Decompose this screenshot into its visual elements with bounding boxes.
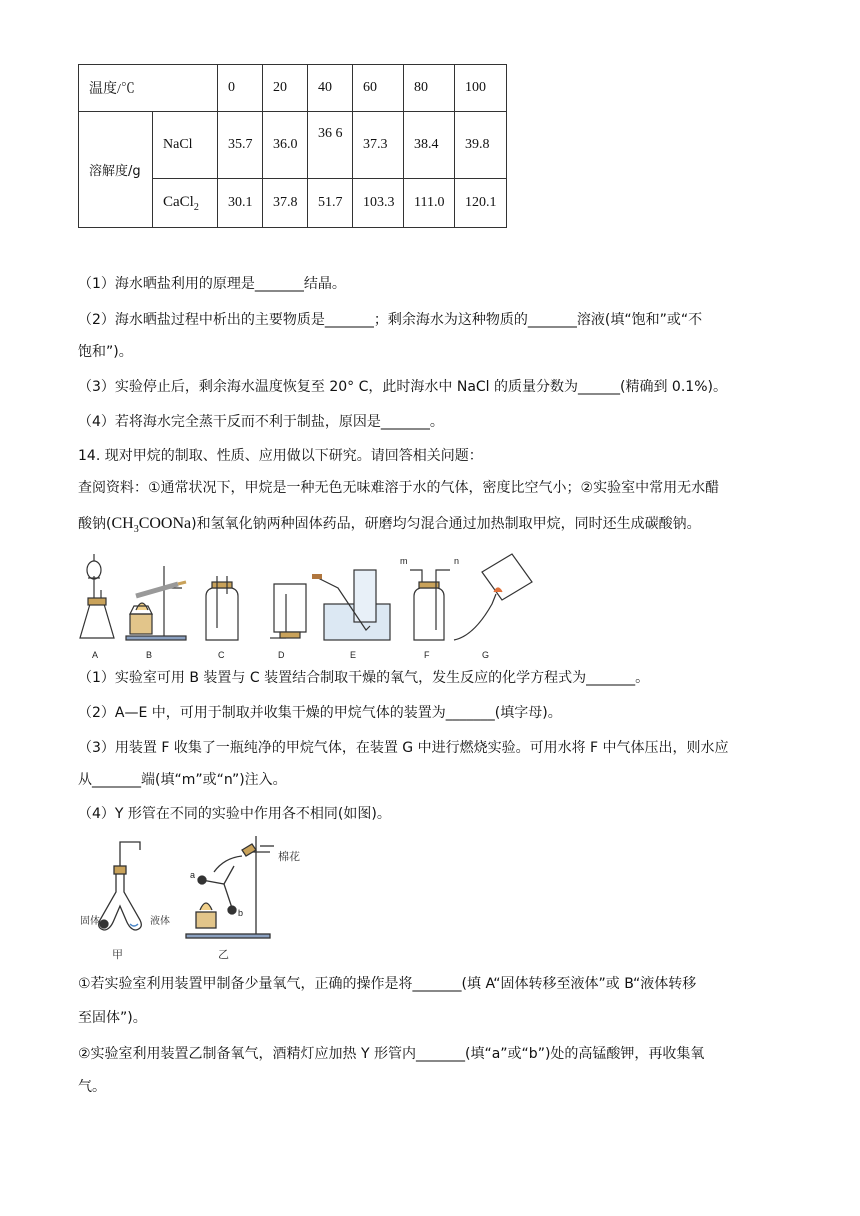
table-cell: 120.1 — [455, 179, 507, 228]
label-d: D — [278, 650, 285, 660]
yi-label: 乙 — [218, 948, 229, 961]
table-cell: 37.3 — [353, 112, 404, 179]
label-a: A — [92, 650, 99, 660]
question-14-title: 14. 现对甲烷的制取、性质、应用做以下研究。请回答相关问题： — [78, 448, 483, 464]
label-g: G — [482, 650, 490, 660]
apparatus-c — [206, 576, 238, 640]
reference-info-line-1: 查阅资料：①通常状况下，甲烷是一种无色无味难溶于水的气体，密度比空气小；②实验室中常用无水醋 — [78, 480, 720, 496]
reference-info-line-2 — [78, 514, 701, 540]
question-14-4-1-cont: 至固体”)。 — [78, 1010, 147, 1026]
table-cell: 36 6 — [308, 112, 353, 179]
table-row — [79, 65, 507, 112]
question-14-4-2: ②实验室利用装置乙制备氧气，酒精灯应加热 Y 形管内_______(填“a”或“b”)处的高锰酸钾，再收集氧 — [78, 1046, 705, 1062]
table-cell: 30.1 — [218, 179, 263, 228]
table-row — [79, 112, 507, 179]
liquid-label: 液体 — [150, 916, 170, 927]
table-cell: 38.4 — [404, 112, 455, 179]
table-cell: 60 — [353, 65, 404, 112]
table-cell: 0 — [218, 65, 263, 112]
port-n-label: n — [454, 556, 460, 566]
y-tube-jia — [99, 842, 142, 930]
solubility-group-label: 溶解度/g — [79, 112, 153, 228]
apparatus-f — [410, 570, 450, 640]
point-a-label: a — [190, 870, 196, 880]
table-cell: 35.7 — [218, 112, 263, 179]
cacl2-label-sub: 2 — [193, 201, 199, 213]
sodium-acetate-formula — [111, 515, 192, 536]
jia-label: 甲 — [112, 948, 123, 961]
solubility-table — [78, 64, 507, 228]
cacl2-label — [153, 179, 218, 228]
question-13-3: （3）实验停止后，剩余海水温度恢复至 20° C，此时海水中 NaCl 的质量分数为______(精确到 0.1%)。 — [78, 379, 727, 395]
info-text: 酸钠( — [78, 516, 112, 532]
table-cell: 100 — [455, 65, 507, 112]
label-b: B — [146, 650, 153, 660]
solid-label: 固体 — [80, 916, 100, 927]
y-tube-figure — [74, 832, 344, 964]
temperature-header: 温度/℃ — [79, 65, 218, 112]
formula-part: CH — [111, 515, 134, 532]
table-cell: 20 — [263, 65, 308, 112]
label-e: E — [350, 650, 357, 660]
apparatus-a — [80, 554, 114, 638]
question-14-1: （1）实验室可用 B 装置与 C 装置结合制取干燥的氧气，发生反应的化学方程式为_______。 — [78, 670, 650, 686]
table-cell: 36.0 — [263, 112, 308, 179]
question-13-1: （1）海水晒盐利用的原理是_______结晶。 — [78, 276, 346, 292]
formula-sub: 3 — [133, 524, 139, 536]
formula-part: COONa — [138, 515, 192, 532]
question-13-2: （2）海水晒盐过程中析出的主要物质是_______；剩余海水为这种物质的_______溶液(填“饱和”或“不 — [78, 312, 703, 328]
question-14-4: （4）Y 形管在不同的实验中作用各不相同(如图)。 — [78, 806, 391, 822]
question-14-3-cont: 从_______端(填“m”或“n”)注入。 — [78, 772, 287, 788]
apparatus-figure — [74, 548, 544, 664]
table-cell: 40 — [308, 65, 353, 112]
cotton-label: 棉花 — [278, 850, 300, 863]
point-b-label: b — [238, 908, 244, 918]
label-c: C — [218, 650, 225, 660]
table-cell: 103.3 — [353, 179, 404, 228]
table-cell: 80 — [404, 65, 455, 112]
nacl-label: NaCl — [153, 112, 218, 179]
y-tube-yi — [186, 836, 274, 938]
label-f: F — [424, 650, 430, 660]
info-text: )和氢氧化钠两种固体药品，研磨均匀混合通过加热制取甲烷，同时还生成碳酸钠。 — [191, 516, 701, 532]
question-14-4-2-cont: 气。 — [78, 1079, 106, 1095]
question-14-4-1: ①若实验室利用装置甲制备少量氧气，正确的操作是将_______(填 A“固体转移至液体”或 B“液体转移 — [78, 976, 697, 992]
table-cell: 39.8 — [455, 112, 507, 179]
apparatus-b — [126, 566, 186, 640]
apparatus-d — [270, 584, 306, 638]
table-cell: 51.7 — [308, 179, 353, 228]
apparatus-e — [312, 570, 390, 640]
cacl2-label-main: CaCl — [163, 193, 194, 210]
port-m-label: m — [400, 556, 408, 566]
question-13-4: （4）若将海水完全蒸干反而不利于制盐，原因是_______。 — [78, 414, 444, 430]
table-cell: 111.0 — [404, 179, 455, 228]
question-14-2: （2）A—E 中，可用于制取并收集干燥的甲烷气体的装置为_______(填字母)。 — [78, 705, 562, 721]
question-13-2-cont: 饱和”)。 — [78, 344, 133, 360]
table-cell: 37.8 — [263, 179, 308, 228]
question-14-3: （3）用装置 F 收集了一瓶纯净的甲烷气体，在装置 G 中进行燃烧实验。可用水将 F 中气体压出，则水应 — [78, 740, 729, 756]
apparatus-g — [454, 554, 532, 640]
